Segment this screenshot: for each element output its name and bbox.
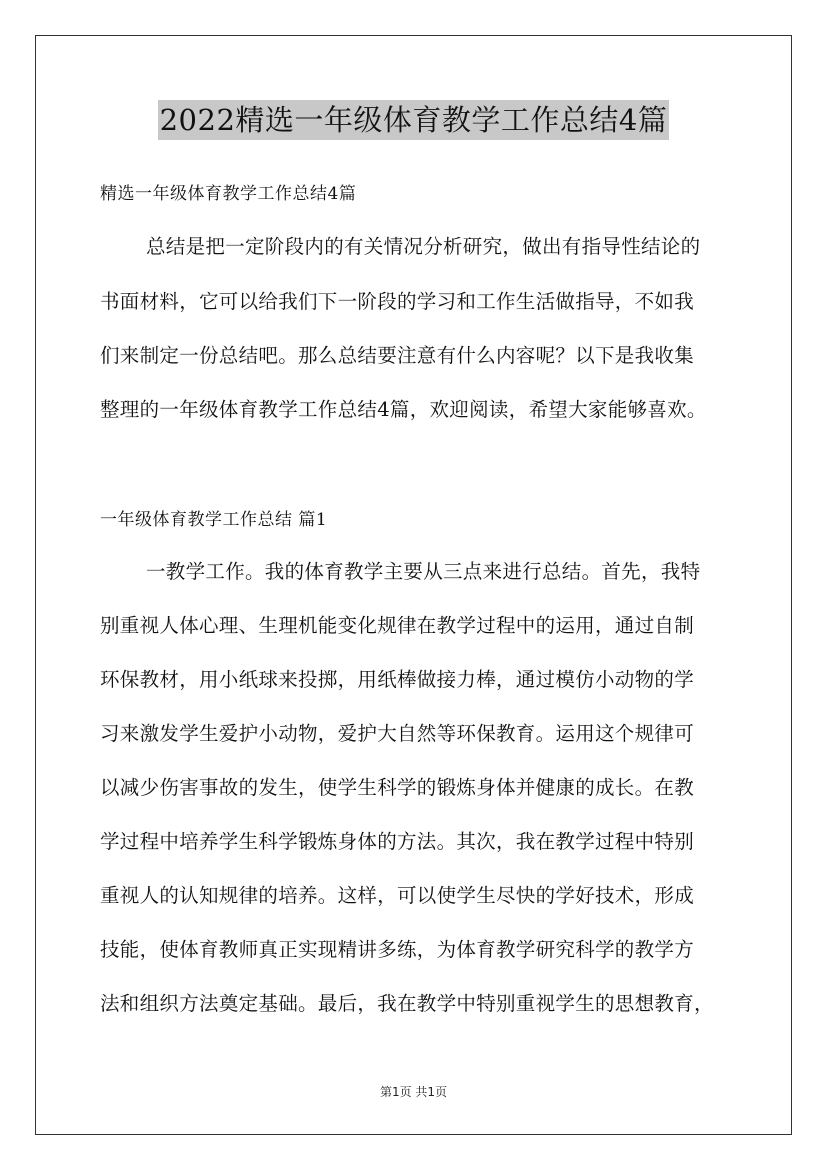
section1-line-7: 重视人的认知规律的培养。这样，可以使学生尽快的学好技术，形成 <box>100 884 695 907</box>
section1-line-4: 习来激发学生爱护小动物，爱护大自然等环保教育。运用这个规律可 <box>100 722 695 745</box>
document-title-wrapper <box>0 100 827 140</box>
section1-line-6: 学过程中培养学生科学锻炼身体的方法。其次，我在教学过程中特别 <box>100 830 695 853</box>
section1-line-5: 以减少伤害事故的发生，使学生科学的锻炼身体并健康的成长。在教 <box>100 776 695 799</box>
document-subtitle: 精选一年级体育教学工作总结4篇 <box>100 184 357 204</box>
section1-line-9: 法和组织方法奠定基础。最后，我在教学中特别重视学生的思想教育， <box>100 992 714 1015</box>
document-title: 2022精选一年级体育教学工作总结4篇 <box>158 100 670 140</box>
intro-line-3: 们来制定一份总结吧。那么总结要注意有什么内容呢？以下是我收集 <box>100 344 695 367</box>
section1-heading: 一年级体育教学工作总结 篇1 <box>100 510 328 530</box>
intro-line-1: 总结是把一定阶段内的有关情况分析研究，做出有指导性结论的 <box>146 235 701 258</box>
section1-line-8: 技能，使体育教师真正实现精讲多练，为体育教学研究科学的教学方 <box>100 938 695 961</box>
section1-line-2: 别重视人体心理、生理机能变化规律在教学过程中的运用，通过自制 <box>100 614 695 637</box>
intro-line-4: 整理的一年级体育教学工作总结4篇，欢迎阅读，希望大家能够喜欢。 <box>100 398 707 421</box>
section1-line-3: 环保教材，用小纸球来投掷，用纸棒做接力棒，通过模仿小动物的学 <box>100 668 695 691</box>
section1-line-1: 一教学工作。我的体育教学主要从三点来进行总结。首先，我特 <box>146 560 701 583</box>
page-footer: 第1页 共1页 <box>379 1085 448 1099</box>
intro-line-2: 书面材料，它可以给我们下一阶段的学习和工作生活做指导，不如我 <box>100 290 695 313</box>
